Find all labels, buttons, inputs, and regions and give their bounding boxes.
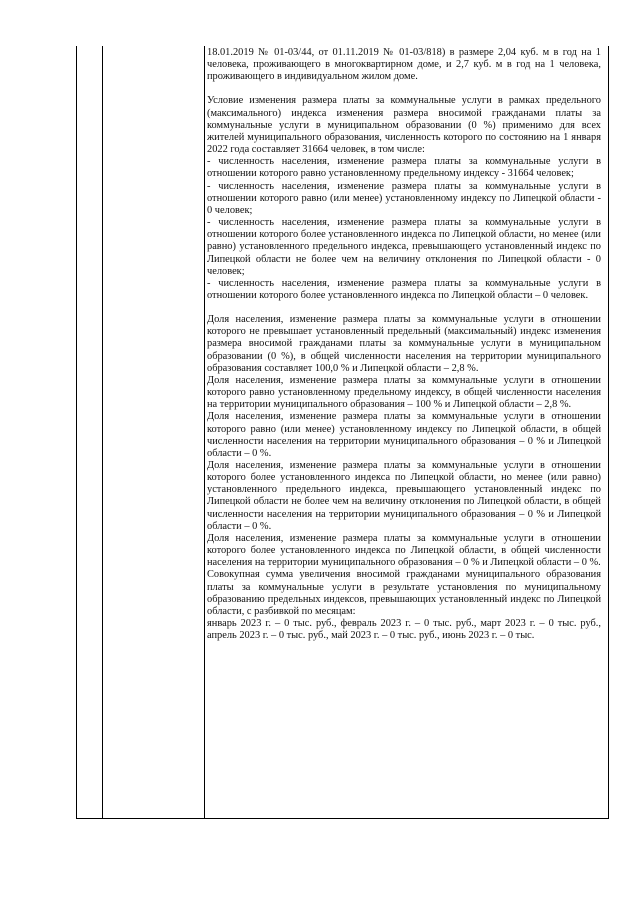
table-cell-content bbox=[207, 47, 601, 642]
table-border-left bbox=[76, 46, 77, 819]
paragraph: Доля населения, изменение размера платы за коммунальные услуги в отношении которого не превышает установленный предельный (максимальный) индекс изменения размера вносимой гражданами платы за коммунальные услуги в муниципальном образовании (0 %), в общей численности населения на территории муниципального образования составляет 100,0 % и Липецкой области – 2,8 %. bbox=[207, 314, 601, 374]
paragraph: Доля населения, изменение размера платы за коммунальные услуги в отношении которого равно установленному предельному индексу, в общей численности населения на территории муниципального образования – 100 % и Липецкой области – 2,8 %. bbox=[207, 374, 601, 411]
paragraph: Доля населения, изменение размера платы за коммунальные услуги в отношении которого более установленного индекса по Липецкой области, в общей численности населения на территории муниципального образования – 0 % и Липецкой области – 0 %. bbox=[207, 532, 601, 569]
paragraph: январь 2023 г. – 0 тыс. руб., февраль 2023 г. – 0 тыс. руб., март 2023 г. – 0 тыс. руб., апрель 2023 г. – 0 тыс. руб., май 2023 г. – 0 тыс. руб., июнь 2023 г. – 0 тыс. bbox=[207, 618, 601, 642]
paragraph: Условие изменения размера платы за коммунальные услуги в рамках предельного (максимального) индекса изменения размера вносимой гражданами платы за коммунальные услуги в муниципальном образовании (0 %) применимо для всех жителей муниципального образования, численность которого по состоянию на 1 января 2022 года составляет 31664 человек, в том числе: bbox=[207, 95, 601, 156]
paragraph: 18.01.2019 № 01-03/44, от 01.11.2019 № 01-03/818) в размере 2,04 куб. м в год на 1 человека, проживающего в многоквартирном доме, и 2,7 куб. м в год на 1 человека, проживающего в индивидуальном жилом доме. bbox=[207, 47, 601, 83]
paragraph: Доля населения, изменение размера платы за коммунальные услуги в отношении которого более установленного индекса по Липецкой области, но менее (или равно) установленного предельного индекса, превышающего установленный индекс по Липецкой области не более чем на величину отклонения по Липецкой области, в общей численности населения на территории муниципального образования – 0 % и Липецкой области – 0 %. bbox=[207, 460, 601, 532]
paragraph: Совокупная сумма увеличения вносимой гражданами муниципального образования платы за коммунальные услуги в результате установления по муниципальному образованию предельных индексов, превышающих установленный индекс по Липецкой области, с разбивкой по месяцам: bbox=[207, 569, 601, 617]
table-column-divider bbox=[204, 46, 205, 819]
table-border-bottom bbox=[76, 818, 609, 819]
paragraph: - численность населения, изменение размера платы за коммунальные услуги в отношении которого равно (или менее) установленному индексу по Липецкой области - 0 человек; bbox=[207, 180, 601, 216]
paragraph: - численность населения, изменение размера платы за коммунальные услуги в отношении которого более установленного индекса по Липецкой области, но менее (или равно) установленного предельного индекса, превышающего установленный индекс по Липецкой области не более чем на величину отклонения по Липецкой области - 0 человек; bbox=[207, 217, 601, 277]
table-column-divider bbox=[102, 46, 103, 819]
paragraph: - численность населения, изменение размера платы за коммунальные услуги в отношении которого более установленного индекса по Липецкой области – 0 человек. bbox=[207, 277, 601, 301]
table bbox=[76, 46, 609, 819]
table-border-right bbox=[608, 46, 609, 819]
paragraph: - численность населения, изменение размера платы за коммунальные услуги в отношении которого равно установленному предельному индексу - 31664 человек; bbox=[207, 156, 601, 180]
paragraph: Доля населения, изменение размера платы за коммунальные услуги в отношении которого равно (или менее) установленному индексу по Липецкой области, в общей численности населения на территории муниципального образования – 0 % и Липецкой области – 0 %. bbox=[207, 411, 601, 459]
